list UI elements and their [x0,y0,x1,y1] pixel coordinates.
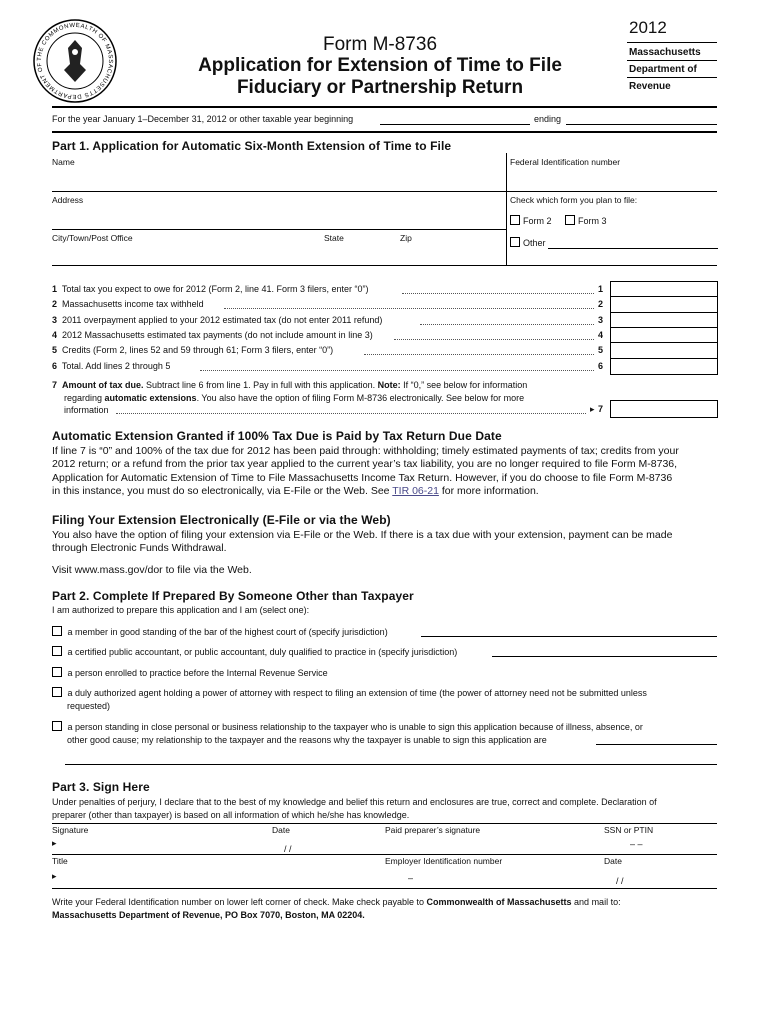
opt1-checkbox[interactable] [52,626,62,636]
line-description: Total tax you expect to owe for 2012 (Form 2, line 41. Form 3 filers, enter “0”) [61,284,369,294]
form3-checkbox[interactable] [565,215,575,225]
line7-text4: information [64,405,109,415]
paid-sig-label: Paid preparer’s signature [385,825,481,835]
line7-amount-input[interactable] [610,400,718,418]
efile-p3: Visit www.mass.gov/dor to file via the Web. [52,564,252,576]
other-label: Other [523,238,546,248]
form2-label: Form 2 [523,216,552,226]
footer-l1b: and mail to: [571,897,621,907]
opt2-checkbox[interactable] [52,646,62,656]
opt5-reason-input-1[interactable] [596,744,717,745]
line-description: 2011 overpayment applied to your 2012 estimated tax (do not enter 2011 refund) [62,314,383,325]
tax-line-6 [52,361,170,371]
name-label: Name [52,157,75,167]
line-description: Massachusetts income tax withheld [62,299,204,310]
opt4-checkbox[interactable] [52,687,62,697]
auto-ext-title: Automatic Extension Granted if 100% Tax Due is Paid by Tax Return Due Date [52,429,502,443]
line7-arrow: ▸ [590,404,595,414]
ein-input[interactable]: – [408,873,414,883]
date2-label: Date [604,856,622,866]
opt4-label-cont: requested) [67,700,111,711]
auto-ext-p4a: in this instance, you must do so electronically, via E-File or the Web. See [52,485,393,498]
line-box-number: 2 [598,299,604,310]
opt5-reason-input-2[interactable] [65,764,717,765]
opt5-label: a person standing in close personal or business relationship to the taxpayer who is unable to sign this application because of illness, absence, or [67,722,643,732]
tax-line-1 [52,284,369,294]
zip-label: Zip [400,233,412,243]
line-number: 5 [52,345,58,356]
ssn-label: SSN or PTIN [604,825,654,835]
dept-line3: Revenue [629,81,671,92]
line7-bold: Amount of tax due. [62,380,144,390]
signature-label: Signature [52,825,89,835]
other-checkbox[interactable] [510,237,520,247]
year-beginning-input[interactable] [380,124,530,125]
tax-line-4 [52,330,373,340]
address-label: Address [52,195,84,205]
sign-date-input[interactable]: / / [284,844,292,854]
opt5-checkbox[interactable] [52,721,62,731]
tax-year: 2012 [629,18,667,37]
date-label: Date [272,825,290,835]
title-arrow: ▸ [52,871,57,881]
year-ending-input[interactable] [566,124,717,125]
ending-label: ending [534,114,562,124]
auto-ext-p3: Application for Automatic Extension of Time to File Massachusetts Income Tax Return. However, if you do choose to file Form M-8736 [52,471,673,484]
line-number: 4 [52,329,58,340]
dot-leader [224,308,594,309]
dot-leader [402,293,594,294]
tax-line-5 [52,345,333,355]
opt3-checkbox[interactable] [52,667,62,677]
line7-text3b: . You also have the option of filing Form M-8736 electronically. See below for more [196,392,525,403]
part3-p1: Under penalties of perjury, I declare that to the best of my knowledge and belief this return and enclosures are true, correct and complete. Declaration of [52,797,657,807]
tax-line-3 [52,315,382,325]
opt3-label: a person enrolled to practice before the Internal Revenue Service [67,668,328,678]
footer-address: Massachusetts Department of Revenue, PO Box 7070, Boston, MA 02204. [52,909,365,920]
part2-title: Part 2. Complete If Prepared By Someone Other than Taxpayer [52,589,414,603]
dept-line2: Department of [629,64,697,75]
line-box-number: 1 [598,284,604,294]
line-amount-input-6[interactable] [610,358,718,375]
line-box-number: 6 [598,360,604,371]
footer-payee: Commonwealth of Massachusetts [426,897,572,907]
tax-line-2 [52,299,204,309]
dot-leader [364,354,594,355]
line-box-number: 5 [598,345,604,356]
line7-auto-ext: automatic extensions [104,392,197,403]
form-title-line2: Fiduciary or Partnership Return [236,77,524,98]
line-description: 2012 Massachusetts estimated tax payments (do not include amount in line 3) [62,329,373,340]
form-number: Form M-8736 [322,34,438,55]
city-field[interactable] [52,233,312,263]
tax-year-statement: For the year January 1–December 31, 2012 or other taxable year beginning [52,114,354,124]
part3-title: Part 3. Sign Here [52,780,150,794]
fid-label: Federal Identification number [510,157,621,167]
signature-input[interactable] [62,836,262,852]
other-form-input[interactable] [548,248,718,249]
line-box-number: 4 [598,329,604,340]
check-form-label: Check which form you plan to file: [510,195,638,205]
ssn-input[interactable]: – – [630,839,643,849]
efile-p2: through Electronic Funds Withdrawal. [52,542,227,555]
line-number: 6 [52,360,58,371]
seal-text: THE COMMONWEALTH OF MASSACHUSETTS DEPARTMENT OF [36,22,114,100]
tir-link[interactable]: TIR 06-21 [392,485,439,498]
form3-label: Form 3 [578,216,607,226]
dot-leader [200,370,594,371]
opt1-jurisdiction-input[interactable] [421,636,717,637]
line7-note: Note: [377,380,401,390]
opt5-label-cont: other good cause; my relationship to the taxpayer and the reasons why the taxpayer is unable to sign this application are [67,734,547,745]
line7-num: 7 [52,380,58,390]
line-description: Credits (Form 2, lines 52 and 59 through 61; Form 3 filers, enter “0”) [62,345,334,356]
state-seal [32,18,118,104]
form-title-line1: Application for Extension of Time to File [198,55,562,76]
footer-l1a: Write your Federal Identification number on lower left corner of check. Make check payable to [52,897,427,907]
ein-label: Employer Identification number [385,856,503,866]
part1-title: Part 1. Application for Automatic Six-Month Extension of Time to File [52,139,452,153]
efile-p1: You also have the option of filing your extension via E-File or the Web. If there is a tax due with your extension, payment can be made [52,529,673,541]
line7-box-num: 7 [598,404,604,414]
line-box-number: 3 [598,314,604,325]
fid-field[interactable] [510,157,715,189]
line7-text1: Subtract line 6 from line 1. Pay in full with this application. [143,380,378,390]
part2-intro: I am authorized to prepare this application and I am (select one): [52,605,310,615]
line7-row [52,379,612,417]
dept-line1: Massachusetts [629,47,701,58]
auto-ext-p4b: for more information. [438,485,539,498]
line7-text2: If “0,” see below for information [400,380,528,390]
part3-p2: preparer (other than taxpayer) is based on all information of which he/she has knowledge. [52,809,410,820]
opt4-label: a duly authorized agent holding a power of attorney with respect to filing an extension of time (the power of attorney need not be submitted unless [67,688,647,698]
preparer-date-input[interactable]: / / [616,876,624,886]
title-input[interactable] [62,868,362,884]
line7-text3a: regarding [64,392,105,403]
zip-field[interactable] [400,233,500,263]
auto-ext-p1: If line 7 is “0” and 100% of the tax due for 2012 has been paid through: withholding; timely estimated payments of tax; credits from your [52,445,679,457]
line-number: 1 [52,284,58,294]
opt2-label: a certified public accountant, or public accountant, duly qualified to practice in (specify jurisdiction) [67,647,458,657]
paid-sig-input[interactable] [385,836,595,852]
line-number: 3 [52,314,58,325]
opt1-label: a member in good standing of the bar of the highest court of (specify jurisdiction) [67,627,388,637]
efile-title: Filing Your Extension Electronically (E-File or via the Web) [52,513,391,527]
address-field[interactable] [52,195,502,227]
state-field[interactable] [324,233,394,263]
auto-ext-p2: 2012 return; or a refund from the prior tax year applied to the current year’s tax liability, you are no longer required to file Form M-8736, [52,458,678,471]
city-label: City/Town/Post Office [52,233,133,243]
line-number: 2 [52,299,58,310]
line-description: Total. Add lines 2 through 5 [61,360,171,371]
title-label: Title [52,856,68,866]
dot-leader [394,339,594,340]
signature-arrow: ▸ [52,838,57,848]
form2-checkbox[interactable] [510,215,520,225]
dot-leader [420,324,594,325]
name-field[interactable] [52,157,502,189]
opt2-jurisdiction-input[interactable] [492,656,717,657]
state-label: State [324,233,344,243]
